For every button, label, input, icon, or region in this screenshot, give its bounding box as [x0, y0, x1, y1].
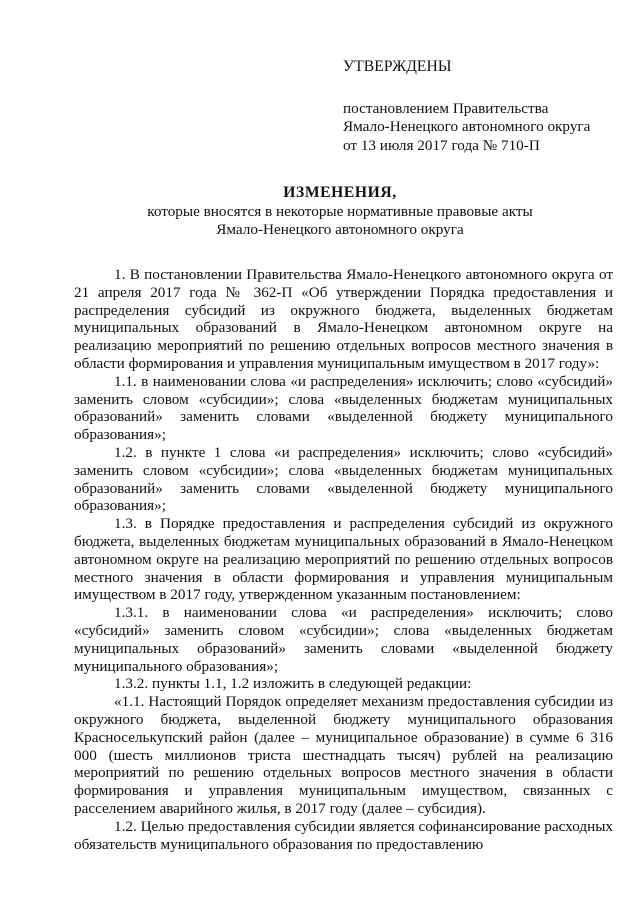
paragraph: 1.1. в наименовании слова «и распределения» исключить; слово «субсидий» заменить словом «субсидии»; слова «выделенных бюджетам муниципальных образований» заменить словами «выделенной бюджету муниципального образования»; — [74, 372, 613, 444]
paragraph: 1.2. в пункте 1 слова «и распределения» исключить; слово «субсидий» заменить словом «субсидии»; слова «выделенных бюджетам муниципальных образований» заменить словами «выделенной бюджету муниципального образования»; — [74, 443, 613, 515]
document-title: ИЗМЕНЕНИЯ, — [283, 184, 397, 201]
document-subtitle-line: Ямало-Ненецкого автономного округа — [216, 221, 464, 238]
paragraph: «1.1. Настоящий Порядок определяет механизм предоставления субсидии из окружного бюджета, выделенной бюджету муниципального образования Красноселькупский район (далее – муниципальное образование) в сумме 6 316 000 (шесть миллионов триста шестнадцать тысяч) рублей на реализацию мероприятий по решению отдельных вопросов местного значения в области формирования и управления муниципальным имуществом, связанных с расселением аварийного жилья, в 2017 году (далее – субсидия). — [74, 693, 613, 817]
paragraph: 1. В постановлении Правительства Ямало-Ненецкого автономного округа от 21 апреля 2017 года № 362-П «Об утверждении Порядка предоставления и распределения субсидий из окружного бюджета, выделенных бюджетам муниципальных образований в Ямало-Ненецком автономном округе на реализацию мероприятий по решению отдельных вопросов местного значения в области формирования и управления муниципальным имуществом в 2017 году»: — [74, 266, 613, 372]
paragraph: 1.3. в Порядке предоставления и распределения субсидий из окружного бюджета, выделенных бюджетам муниципальных образований в Ямало-Ненецком автономном округе на реализацию мероприятий по решению отдельных вопросов местного значения в области формирования и управления муниципальным имуществом в 2017 году, утвержденном указанным постановлением: — [74, 515, 613, 604]
paragraph: 1.2. Целью предоставления субсидии является софинансирование расходных обязательств муниципального образования по предоставлению — [74, 817, 614, 853]
document-body — [74, 266, 613, 853]
paragraph: 1.3.2. пункты 1.1, 1.2 изложить в следующей редакции: — [114, 675, 472, 693]
approval-line: от 13 июля 2017 года № 710-П — [343, 136, 540, 154]
approval-block — [343, 58, 633, 155]
approval-line: постановлением Правительства — [343, 99, 549, 117]
approval-heading: УТВЕРЖДЕНЫ — [343, 58, 452, 75]
document-subtitle-line: которые вносятся в некоторые нормативные правовые акты — [147, 202, 533, 220]
approval-line: Ямало-Ненецкого автономного округа — [343, 118, 591, 135]
title-block — [60, 184, 620, 240]
paragraph: 1.3.1. в наименовании слова «и распределения» исключить; слово «субсидий» заменить словом «субсидии»; слова «выделенных бюджетам муниципальных образований» заменить словами «выделенной бюджету муниципального образования»; — [74, 604, 613, 675]
